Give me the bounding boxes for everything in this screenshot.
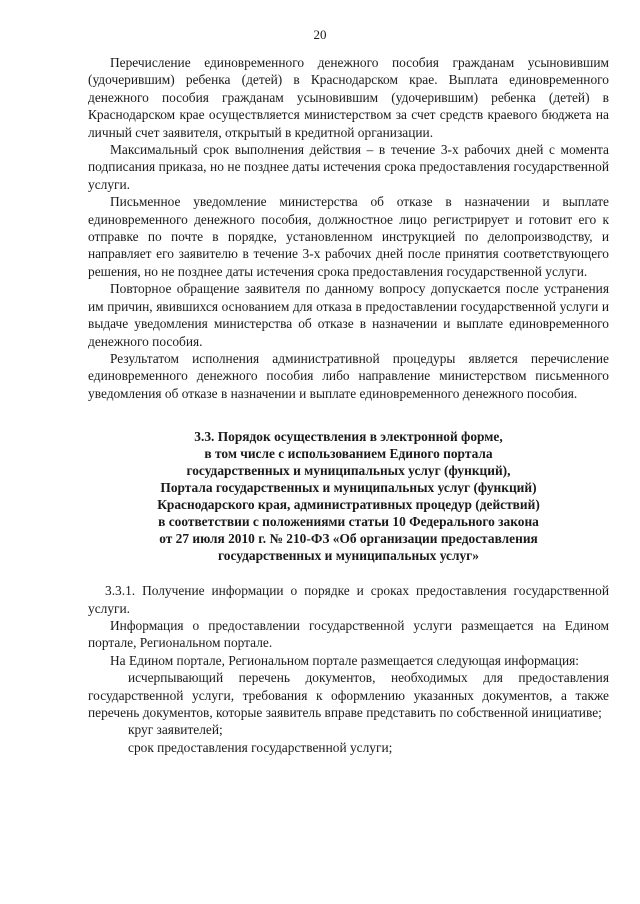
section-heading-line: государственных и муниципальных услуг» <box>218 548 479 564</box>
list-item: исчерпывающий перечень документов, необходимых для предоставления государственной услуги, требования к оформлению указанных документов, а также перечень документов, которые заявитель вправе представить по собственной инициативе; <box>88 670 609 720</box>
paragraph-procedure-result: Результатом исполнения административной процедуры является перечисление единовременного денежного пособия либо направление министерством письменного уведомления об отказе в назначении и выплате единовременного денежного пособия. <box>88 350 609 401</box>
section-heading-line: Краснодарского края, административных процедур (действий) <box>157 497 540 513</box>
paragraph-written-notice: Письменное уведомление министерства об отказе в назначении и выплате единовременного денежного пособия, должностное лицо регистрирует и готовит его к отправке по почте в порядке, установленном инструкцией по делопроизводству, и направляет его заявителю в течение 3-х рабочих дней после принятия соответствующего решения, но не позднее даты истечения срока предоставления государственной услуги. <box>88 194 609 279</box>
paragraph-info-placement: Информация о предоставлении государственной услуги размещается на Едином портале, Региональном портале. <box>88 617 609 651</box>
list-item: срок предоставления государственной услуги; <box>128 739 393 755</box>
page-number: 20 <box>313 27 327 42</box>
section-heading <box>88 428 609 564</box>
section-heading-line: государственных и муниципальных услуг (функций), <box>186 463 511 479</box>
paragraph-repeat-request: Повторное обращение заявителя по данному вопросу допускается после устранения им причин, явившихся основанием для отказа в предоставлении государственной услуги и выдаче уведомления министерства об отказе в назначении и выплате единовременного денежного пособия. <box>88 281 609 349</box>
section-heading-line: 3.3. Порядок осуществления в электронной форме, <box>194 429 503 445</box>
paragraph-info-list-intro: На Едином портале, Региональном портале размещается следующая информация: <box>110 652 579 668</box>
section-heading-line: в соответствии с положениями статьи 10 Федерального закона <box>158 514 539 530</box>
list-item: круг заявителей; <box>128 722 223 738</box>
paragraph-info-retrieval: 3.3.1. Получение информации о порядке и сроках предоставления государственной услуги. <box>88 583 609 616</box>
paragraph-payment-transfer: Перечисление единовременного денежного пособия гражданам усыновившим (удочерившим) ребенка (детей) в Краснодарском крае. Выплата единовременного денежного пособия гражданам усыновившим (удочерившим) ребенка (детей) в Краснодарском крае осуществляется министерством за счет средств краевого бюджета на личный счет заявителя, открытый в кредитной организации. <box>88 55 609 140</box>
document-body <box>88 54 609 756</box>
paragraph-max-duration: Максимальный срок выполнения действия – в течение 3-х рабочих дней с момента подписания приказа, но не позднее даты истечения срока предоставления государственной услуги. <box>88 142 609 192</box>
section-heading-line: от 27 июля 2010 г. № 210-ФЗ «Об организации предоставления <box>159 531 538 547</box>
section-heading-line: в том числе с использованием Единого портала <box>204 446 493 462</box>
section-heading-line: Портала государственных и муниципальных услуг (функций) <box>160 480 537 496</box>
